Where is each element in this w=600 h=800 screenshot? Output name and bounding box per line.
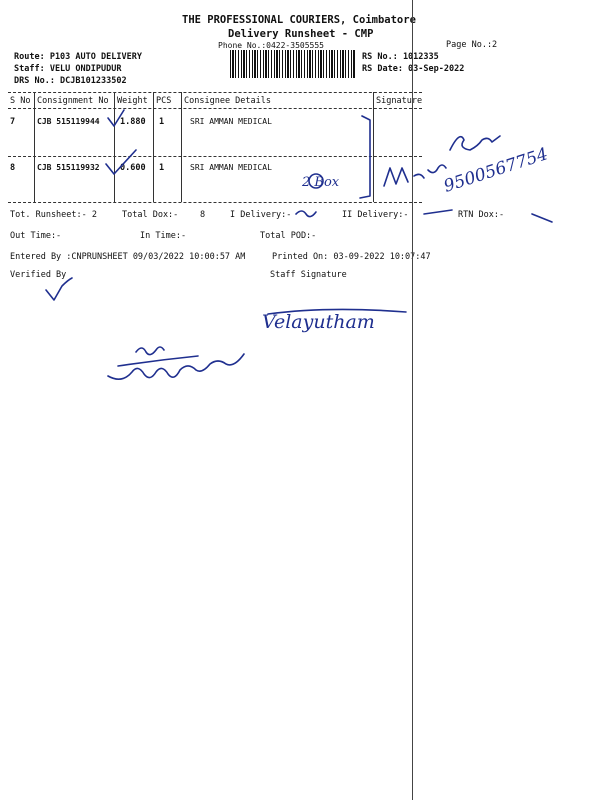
row-weight: 0.600 (120, 163, 146, 173)
company-name: THE PROFESSIONAL COURIERS, Coimbatore (182, 14, 416, 26)
route: Route: P103 AUTO DELIVERY (14, 52, 142, 62)
tick-mark (106, 150, 136, 174)
header-consignment: Consignment No (37, 96, 109, 106)
header-pcs: PCS (156, 96, 172, 106)
total-dox: Total Dox:- (122, 210, 179, 220)
out-time: Out Time:- (10, 231, 62, 241)
row-consignment: CJB 515119944 (37, 117, 100, 126)
row-weight: 1.880 (120, 117, 146, 127)
staff-signature-label: Staff Signature (270, 270, 347, 280)
total-pod: Total POD:- (260, 231, 317, 241)
staff-handwritten-signature: Velayutham (262, 311, 375, 333)
document-title: Delivery Runsheet - CMP (228, 28, 374, 40)
staff-name: Staff: VELU ONDIPUDUR (14, 64, 122, 74)
rtn-dox: RTN Dox:- (458, 210, 505, 220)
total-dox-value: 8 (200, 210, 206, 220)
row-consignee: SRI AMMAN MEDICAL (190, 117, 272, 126)
in-time: In Time:- (140, 231, 187, 241)
entered-by: Entered By :CNPRUNSHEET 09/03/2022 10:00:57 AM (10, 252, 246, 262)
header-signature: Signature (376, 96, 423, 106)
tick-mark (108, 110, 124, 126)
printed-on: Printed On: 03-09-2022 10:07:47 (272, 252, 431, 262)
rtn-dox-mark (532, 214, 552, 222)
page-number: Page No.:2 (446, 40, 498, 50)
rs-date: RS Date: 03-Sep-2022 (362, 64, 465, 74)
total-runsheet: Tot. Runsheet:- 2 (10, 210, 97, 220)
rs-number: RS No.: 1012335 (362, 52, 439, 62)
lower-signature-top (118, 347, 198, 366)
phone-note: 9500567754 (441, 144, 551, 197)
i-delivery: I Delivery:- (230, 210, 292, 220)
i-delivery-mark (296, 211, 316, 217)
phone-number: Phone No.:0422-3505555 (218, 41, 324, 50)
ii-delivery-mark (424, 210, 452, 214)
header-weight: Weight (117, 96, 148, 106)
box-note: 2 Box (302, 175, 340, 190)
bracket-mark (360, 116, 370, 198)
row-sno: 7 (10, 117, 16, 127)
ii-delivery: II Delivery:- (342, 210, 409, 220)
row-pcs: 1 (159, 163, 165, 173)
row-pcs: 1 (159, 117, 165, 127)
header-sno: S No (10, 96, 31, 106)
verified-checkmark (46, 278, 72, 300)
drs-number: DRS No.: DCJB101233502 (14, 76, 127, 86)
verified-by-label: Verified By (10, 270, 67, 280)
row-consignee: SRI AMMAN MEDICAL (190, 163, 272, 172)
header-consignee: Consignee Details (184, 96, 271, 106)
row-consignment: CJB 515119932 (37, 163, 100, 172)
row-sno: 8 (10, 163, 16, 173)
